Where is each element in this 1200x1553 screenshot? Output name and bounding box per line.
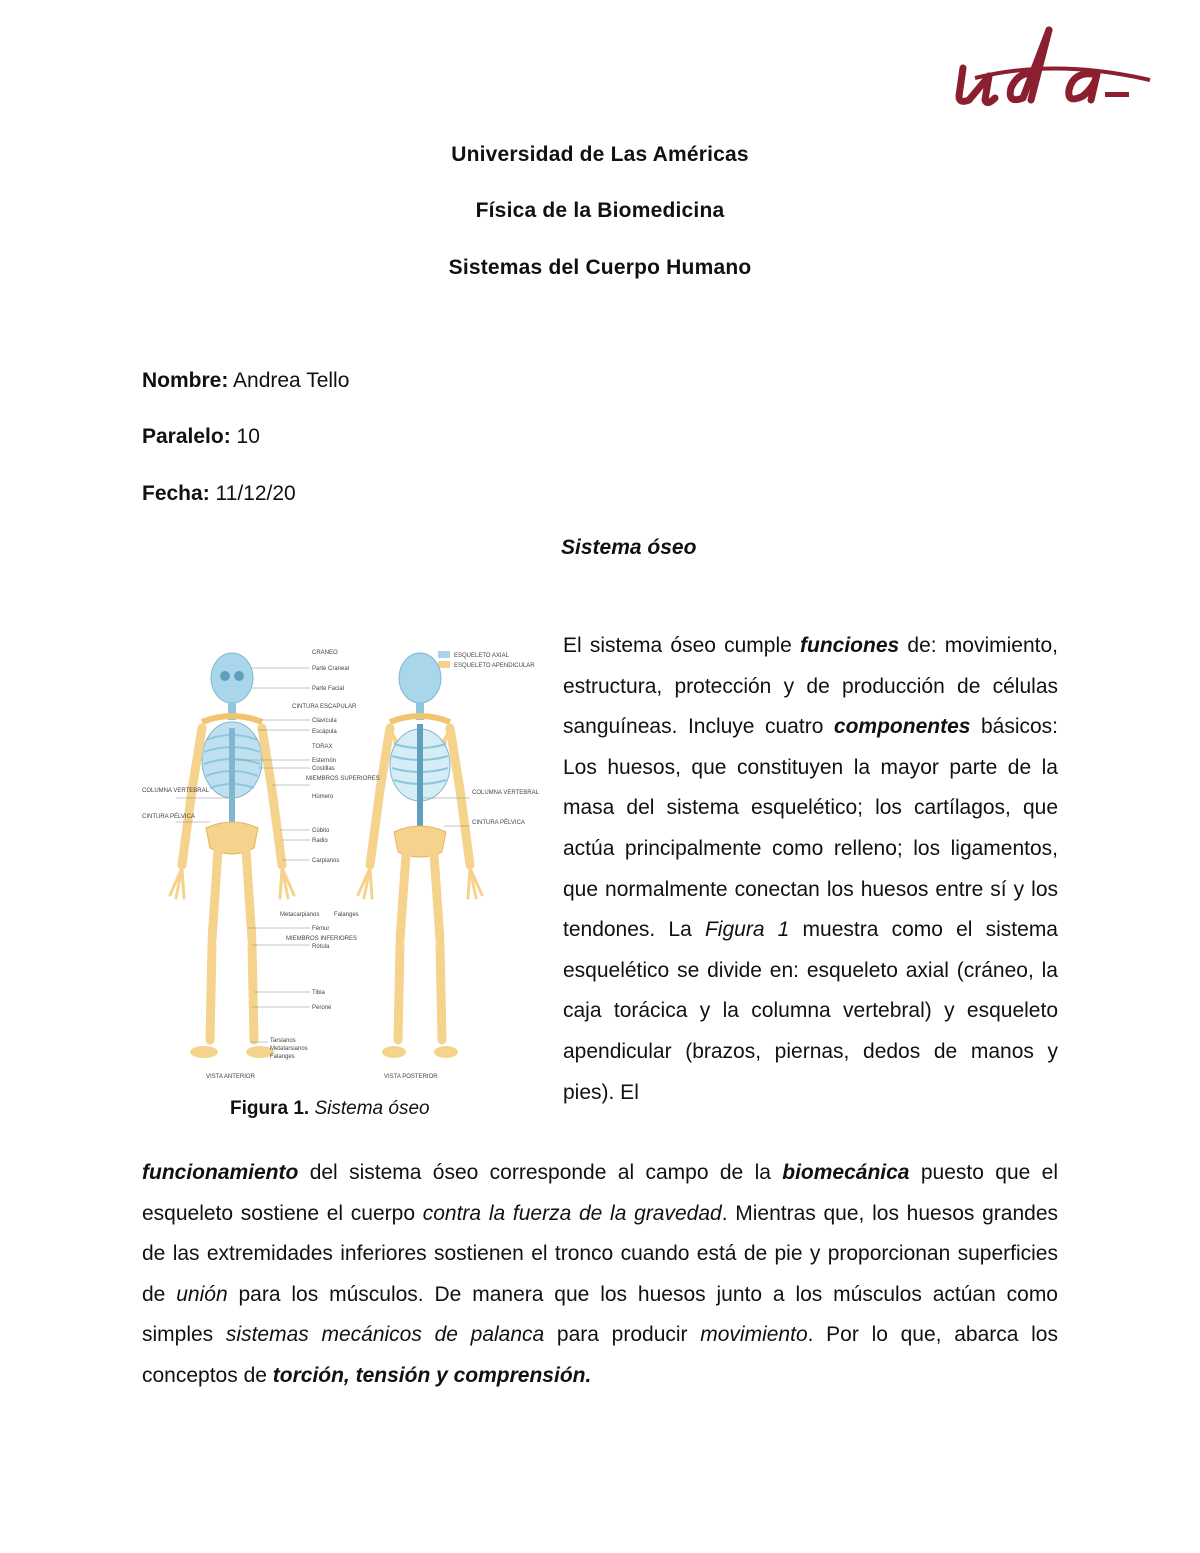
udla-logo <box>945 18 1160 113</box>
label-miembros-inferiores: MIEMBROS INFERIORES <box>286 936 358 942</box>
parallel-field <box>142 425 260 449</box>
label-metacarpianos: Metacarpianos <box>280 912 320 918</box>
para-biomecanica: biomecánica <box>782 1161 910 1184</box>
para-f6: . Mientras que, los huesos grandes de las extremidades inferiores sostienen el tronco cuando está de pie y proporcionan superficies de <box>142 1201 1058 1306</box>
para-funciones: funciones <box>800 634 900 657</box>
paragraph-column <box>563 626 1058 1113</box>
para-s3: de: movimiento, estructura, protección y de producción de células sanguíneas. Incluye cuatro <box>563 634 1058 739</box>
para-f10: para producir <box>544 1323 701 1347</box>
course-title: Física de la Biomedicina <box>475 199 725 222</box>
label-clavicula: Clavícula <box>312 718 337 724</box>
para-s7: muestra como el sistema esquelético se divide en: esqueleto axial (cráneo, la caja torácica y la columna vertebral) y esqueleto apendicular (brazos, piernas, dedos de manos y pies). El <box>563 918 1058 1104</box>
para-f4: puesto que el esqueleto sostiene el cuerpo <box>142 1161 1058 1225</box>
para-figura-ref: Figura 1 <box>704 918 790 942</box>
legend-axial-label: ESQUELETO AXIAL <box>454 653 509 659</box>
date-label: Fecha: <box>142 482 210 505</box>
label-costillas: Costillas <box>312 766 335 772</box>
para-s5: básicos: Los huesos, que constituyen la mayor parte de la masa del sistema esquelético; los cartílagos, que actúa principalmente como relleno; los ligamentos, que normalmente conectan los huesos entre sí y los tendones. La <box>563 715 1058 942</box>
para-conceptos: torción, tensión y comprensión. <box>272 1363 592 1387</box>
name-field <box>142 369 349 393</box>
caption-text: Sistema óseo <box>309 1098 430 1119</box>
date-field <box>142 482 296 506</box>
para-funcionamiento: funcionamiento <box>142 1161 299 1184</box>
label-falanges-mano: Falanges <box>334 912 359 918</box>
label-torax: TORAX <box>312 744 333 750</box>
legend-apendicular-swatch <box>438 661 450 668</box>
para-movimiento: movimiento <box>700 1323 808 1347</box>
anterior-skeleton <box>170 653 294 1058</box>
label-parte-facial: Parte Facial <box>312 686 345 692</box>
label-craneo: CRANEO <box>312 650 338 656</box>
label-tibia: Tibia <box>312 990 325 996</box>
label-perone: Peroné <box>312 1005 332 1011</box>
label-esternon: Esternón <box>312 758 337 764</box>
label-vista-posterior: VISTA POSTERIOR <box>384 1074 438 1080</box>
label-columna-vertebral-right: COLUMNA VERTEBRAL <box>472 790 539 796</box>
para-f8: para los músculos. De manera que los huesos junto a los músculos actúan como simples <box>142 1282 1058 1347</box>
label-escapula: Escápula <box>312 729 337 735</box>
date-value: 11/12/20 <box>209 482 296 505</box>
label-humero: Húmero <box>312 794 334 800</box>
label-parte-craneal: Parte Craneal <box>312 666 350 672</box>
label-rotula: Rótula <box>312 944 330 950</box>
label-cintura-pelvica-left: CINTURA PÉLVICA <box>142 814 195 820</box>
figure-caption <box>230 1098 430 1120</box>
university-title: Universidad de Las Américas <box>451 143 749 166</box>
posterior-skeleton <box>358 653 482 1058</box>
para-palanca: sistemas mecánicos de palanca <box>225 1323 545 1347</box>
paragraph-full <box>142 1153 1058 1397</box>
section-title: Sistema óseo <box>561 536 697 559</box>
label-metatarsianos: Metatarsianos <box>270 1046 308 1052</box>
para-f12: . Por lo que, abarca los conceptos de <box>142 1323 1058 1387</box>
name-value: Andrea Tello <box>228 369 350 392</box>
caption-number: Figura 1. <box>230 1098 310 1119</box>
para-f2: del sistema óseo corresponde al campo de la <box>298 1161 783 1184</box>
label-tarsianos: Tarsianos <box>270 1038 296 1044</box>
label-falanges-pie: Falanges <box>270 1054 295 1060</box>
label-cubito: Cúbito <box>312 828 330 834</box>
label-vista-anterior: VISTA ANTERIOR <box>206 1074 255 1080</box>
label-carpianos: Carpianos <box>312 858 340 864</box>
legend-apendicular-label: ESQUELETO APENDICULAR <box>454 663 535 669</box>
para-gravedad: contra la fuerza de la gravedad <box>422 1201 722 1225</box>
skeleton-figure <box>140 640 545 1082</box>
topic-title: Sistemas del Cuerpo Humano <box>448 256 752 279</box>
parallel-label: Paralelo: <box>142 425 231 448</box>
label-radio: Radio <box>312 838 328 844</box>
label-cintura-escapular: CINTURA ESCAPULAR <box>292 704 357 710</box>
label-cintura-pelvica-right: CINTURA PÉLVICA <box>472 820 525 826</box>
name-label: Nombre: <box>142 369 229 392</box>
parallel-value: 10 <box>230 425 260 448</box>
legend-axial-swatch <box>438 651 450 658</box>
label-columna-vertebral-left: COLUMNA VERTEBRAL <box>142 788 209 794</box>
label-miembros-superiores: MIEMBROS SUPERIORES <box>306 776 380 782</box>
para-s1: El sistema óseo cumple <box>563 634 801 657</box>
para-union: unión <box>176 1282 228 1306</box>
para-componentes: componentes <box>833 715 971 739</box>
label-femur: Fémur <box>312 926 330 932</box>
